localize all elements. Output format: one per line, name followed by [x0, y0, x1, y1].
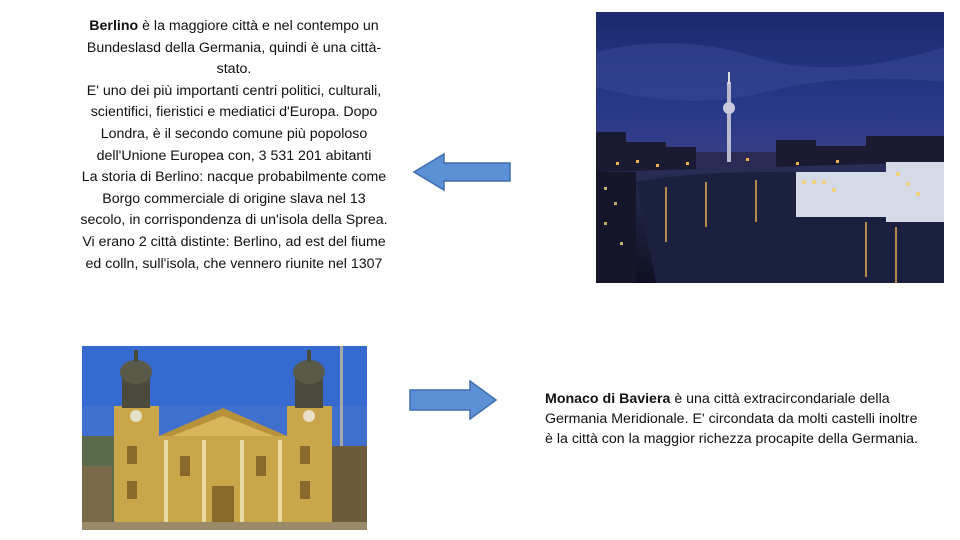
berlin-paragraph-1-rest: è la maggiore città e nel contempo un Bundeslasd della Germania, quindi è una città-stato.: [86, 18, 382, 78]
berlin-description: [78, 16, 390, 275]
monaco-paragraph: [545, 390, 925, 449]
berlin-name: Berlino: [89, 18, 139, 34]
monaco-paragraph-rest: è una città extracircondariale della Germania Meridionale. E' circondata da molti castelli inoltre è la città con la maggior richezza procapite della Germania.: [545, 391, 919, 447]
monaco-name: Monaco di Baviera: [545, 391, 671, 407]
berlin-paragraph-2: E' uno dei più importanti centri politici, culturali, scientifici, fieristici e mediatici d'Europa. Dopo Londra, è il secondo comune più popoloso dell'Unione Europea con, 3 531 201 abitanti: [86, 82, 382, 164]
berlin-paragraph-1: [78, 16, 390, 81]
munich-church-photo: [82, 346, 367, 530]
berlin-paragraph-3: La storia di Berlino: nacque probabilmente come Borgo commerciale di origine slava nel 13 secolo, in corrispondenza di un'isola della Sprea. Vi erano 2 città distinte: Berlino, ad est del fiume ed colln, sull'isola, che vennero riunite nel 1307: [80, 169, 388, 272]
arrow-left-icon: [412, 152, 512, 192]
arrow-right-icon: [408, 379, 498, 421]
monaco-description: [545, 390, 925, 449]
berlin-night-photo: [596, 12, 944, 283]
